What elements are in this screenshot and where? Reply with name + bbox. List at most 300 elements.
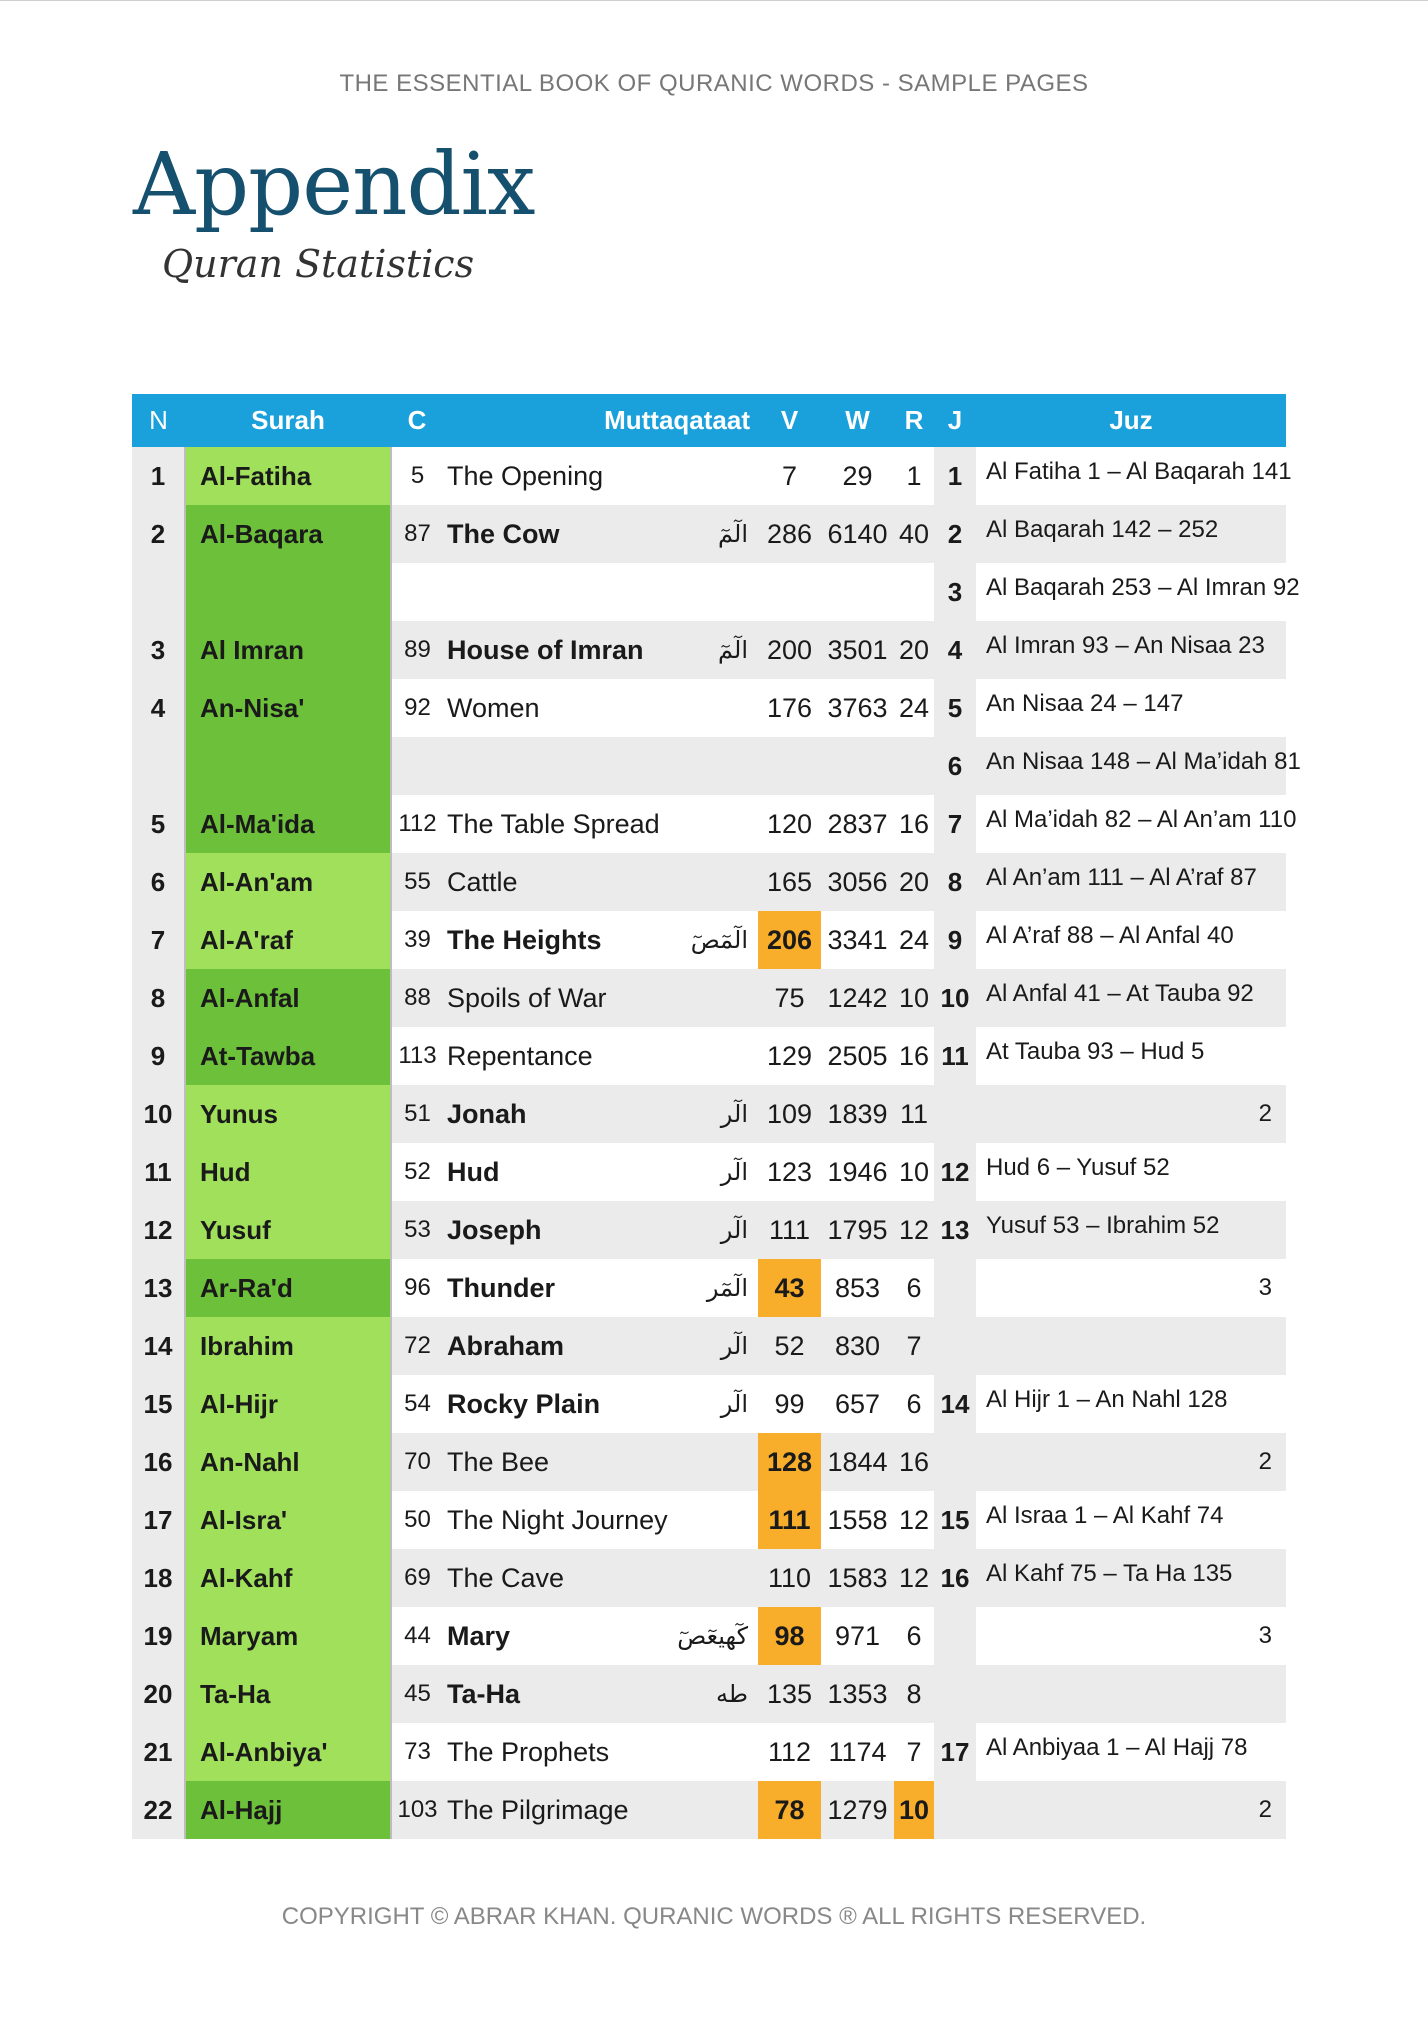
surah-number: 22: [132, 1781, 185, 1839]
page-subtitle: Quran Statistics: [162, 242, 475, 286]
surah-number: 17: [132, 1491, 185, 1549]
ruku-count: 7: [906, 1736, 922, 1767]
muttaqataat-letters: الٓر: [720, 1332, 748, 1360]
chronology-number: 44: [404, 1622, 431, 1649]
muttaqataat-letters: طه: [716, 1680, 748, 1708]
verse-count: 98: [758, 1607, 821, 1665]
ruku-count: 8: [906, 1678, 922, 1709]
verse-count: 200: [766, 634, 813, 665]
juz-number: [934, 1433, 976, 1491]
word-count: 830: [834, 1330, 881, 1361]
surah-name: At-Tawba: [185, 1027, 391, 1085]
juz-number: 7: [934, 795, 976, 853]
chronology-number: 51: [404, 1100, 431, 1127]
surah-english-name: House of Imran: [447, 634, 644, 665]
surah-name: Yunus: [185, 1085, 391, 1143]
juz-range: [976, 1143, 1286, 1201]
surah-english-name: Ta-Ha: [447, 1678, 521, 1709]
ruku-count: [894, 737, 934, 795]
surah-number: 4: [132, 679, 185, 737]
muttaqataat-letters: [638, 969, 758, 1027]
juz-number: 10: [934, 969, 976, 1027]
juz-range: [976, 853, 1286, 911]
verse-count: 176: [766, 692, 813, 723]
surah-english-name: The Night Journey: [447, 1504, 668, 1535]
verse-count: [758, 563, 821, 621]
surah-name: Yusuf: [185, 1201, 391, 1259]
juz-number: 1: [934, 447, 976, 505]
surah-english-name: The Cave: [447, 1562, 565, 1593]
chronology-number: 54: [404, 1390, 431, 1417]
chronology-number: 89: [404, 636, 431, 663]
juz-number: 15: [934, 1491, 976, 1549]
ruku-count: 16: [898, 1040, 930, 1071]
surah-name: Al-Anfal: [185, 969, 391, 1027]
juz-range-text: Al Baqarah 142 – 252: [986, 516, 1219, 543]
ruku-count: 20: [898, 634, 930, 665]
chronology-number: 103: [397, 1796, 438, 1823]
surah-english-name: Rocky Plain: [447, 1388, 601, 1419]
juz-range: [976, 447, 1292, 505]
table-row: [132, 911, 1286, 969]
surah-name: Al-Anbiya': [185, 1723, 391, 1781]
verse-count: 99: [774, 1388, 805, 1419]
ruku-count: 12: [898, 1562, 930, 1593]
word-count: 6140: [827, 518, 888, 549]
header-juz: Juz: [1109, 405, 1153, 435]
ruku-count: 40: [898, 518, 930, 549]
juz-range: [976, 1723, 1286, 1781]
muttaqataat-letters: الٓر: [720, 1100, 748, 1128]
muttaqataat-letters: [638, 1027, 758, 1085]
surah-english-name: Abraham: [447, 1330, 565, 1361]
chronology-number: 39: [404, 926, 431, 953]
surah-name: Al-Isra': [185, 1491, 391, 1549]
word-count: 3501: [827, 634, 888, 665]
ruku-count: 12: [898, 1504, 930, 1535]
header-c: C: [407, 405, 427, 435]
juz-number: 9: [934, 911, 976, 969]
table-row: [132, 621, 1286, 679]
surah-number: 13: [132, 1259, 185, 1317]
word-count: 1795: [827, 1214, 888, 1245]
verse-count: [758, 737, 821, 795]
surah-name: An-Nisa': [185, 679, 391, 737]
table-row: [132, 737, 1286, 795]
muttaqataat-letters: الٓمٓ: [718, 520, 748, 548]
juz-range-text: Hud 6 – Yusuf 52: [986, 1154, 1170, 1181]
chronology-number: 53: [404, 1216, 431, 1243]
surah-english-name: Joseph: [447, 1214, 542, 1245]
word-count: 853: [834, 1272, 881, 1303]
surah-name: Al-A'raf: [185, 911, 391, 969]
ruku-count: 16: [898, 808, 930, 839]
muttaqataat-letters: [638, 1549, 758, 1607]
juz-number: 8: [934, 853, 976, 911]
juz-number: 5: [934, 679, 976, 737]
muttaqataat-letters: [638, 1433, 758, 1491]
muttaqataat-letters: كٓهيعٓصٓ: [677, 1622, 748, 1650]
juz-range: [976, 1027, 1286, 1085]
verse-count: 165: [766, 866, 813, 897]
muttaqataat-letters: [638, 737, 758, 795]
surah-number: 11: [132, 1143, 185, 1201]
chronology-number: 73: [404, 1738, 431, 1765]
table-row: [132, 969, 1286, 1027]
juz-range: [976, 1433, 1286, 1491]
juz-range-text: An Nisaa 148 – Al Ma’idah 81: [986, 748, 1301, 775]
header-w: W: [845, 405, 870, 435]
surah-name: Ar-Ra'd: [185, 1259, 391, 1317]
juz-range: [976, 1549, 1286, 1607]
juz-range: [976, 621, 1286, 679]
juz-number: 11: [934, 1027, 976, 1085]
chronology-number: 87: [404, 520, 431, 547]
word-count: 1844: [827, 1446, 888, 1477]
juz-range-text: Al Ma’idah 82 – Al An’am 110: [986, 806, 1297, 833]
juz-range: [976, 563, 1300, 621]
word-count: [821, 563, 894, 621]
surah-name: Al-Hijr: [185, 1375, 391, 1433]
surah-english-name: The Bee: [447, 1446, 550, 1477]
ruku-count: 10: [898, 1156, 930, 1187]
ruku-count: 24: [898, 924, 930, 955]
muttaqataat-letters: [638, 853, 758, 911]
muttaqataat-letters: [638, 679, 758, 737]
juz-range: [976, 1781, 1286, 1839]
juz-number: 16: [934, 1549, 976, 1607]
juz-range-text: An Nisaa 24 – 147: [986, 690, 1184, 717]
word-count: 1242: [827, 982, 888, 1013]
surah-number: 21: [132, 1723, 185, 1781]
surah-name: Maryam: [185, 1607, 391, 1665]
juz-range-text: Al A’raf 88 – Al Anfal 40: [986, 922, 1234, 949]
header-v: V: [780, 405, 799, 435]
juz-number: 14: [934, 1375, 976, 1433]
ruku-count: 12: [898, 1214, 930, 1245]
juz-number: 12: [934, 1143, 976, 1201]
surah-english-name: Women: [447, 692, 540, 723]
juz-range-text: Yusuf 53 – Ibrahim 52: [986, 1212, 1220, 1239]
chronology-number: 92: [404, 694, 431, 721]
table-row: [132, 1665, 1286, 1723]
juz-range-text: Al Israa 1 – Al Kahf 74: [986, 1502, 1224, 1529]
verse-count: 123: [766, 1156, 813, 1187]
juz-number: 4: [934, 621, 976, 679]
surah-english-name: The Table Spread: [447, 808, 660, 839]
surah-number: 14: [132, 1317, 185, 1375]
copyright-footer: COPYRIGHT © ABRAR KHAN. QURANIC WORDS ® ALL RIGHTS RESERVED.: [281, 1903, 1147, 1930]
surah-english-name: [443, 563, 638, 621]
surah-number: 19: [132, 1607, 185, 1665]
juz-range: [976, 1375, 1286, 1433]
table-row: [132, 1781, 1286, 1839]
ruku-count: 7: [906, 1330, 922, 1361]
word-count: 1558: [827, 1504, 888, 1535]
table-row: [132, 1607, 1286, 1665]
table-row: [132, 1317, 1286, 1375]
header-surah: Surah: [251, 405, 325, 435]
verse-count: 111: [768, 1214, 811, 1245]
table-row: [132, 795, 1286, 853]
verse-count: 109: [766, 1098, 813, 1129]
juz-range-text: Al Hijr 1 – An Nahl 128: [986, 1386, 1228, 1413]
ruku-count: 1: [906, 460, 922, 491]
table-row: [132, 505, 1286, 563]
table-row: [132, 1433, 1286, 1491]
juz-range: [976, 1665, 1286, 1723]
surah-english-name: The Heights: [447, 924, 602, 955]
muttaqataat-letters: الٓر: [720, 1390, 748, 1418]
verse-count: 129: [766, 1040, 813, 1071]
verse-count: 206: [758, 911, 821, 969]
surah-english-name: Mary: [447, 1620, 511, 1651]
table-row: [132, 1723, 1286, 1781]
juz-range: [976, 1201, 1286, 1259]
muttaqataat-letters: [638, 1781, 758, 1839]
juz-span-count: 2: [1258, 1796, 1272, 1823]
surah-name: Ibrahim: [185, 1317, 391, 1375]
chronology-number: 113: [398, 1042, 437, 1069]
quran-statistics-table: [132, 394, 1301, 1839]
chronology-number: 55: [404, 868, 431, 895]
word-count: 3341: [827, 924, 888, 955]
chronology-number: 96: [404, 1274, 431, 1301]
word-count: [821, 737, 894, 795]
surah-number: 8: [132, 969, 185, 1027]
juz-range-text: Al Anbiyaa 1 – Al Hajj 78: [986, 1734, 1248, 1761]
table-body: [132, 447, 1301, 1839]
verse-count: 128: [758, 1433, 821, 1491]
word-count: 3056: [827, 866, 888, 897]
juz-range-text: At Tauba 93 – Hud 5: [986, 1038, 1205, 1065]
verse-count: 111: [758, 1491, 821, 1549]
surah-english-name: The Opening: [447, 460, 604, 491]
ruku-count: 11: [899, 1098, 929, 1129]
verse-count: 286: [766, 518, 813, 549]
ruku-count: 6: [906, 1620, 922, 1651]
juz-number: 3: [934, 563, 976, 621]
verse-count: 78: [758, 1781, 821, 1839]
word-count: 2505: [827, 1040, 888, 1071]
surah-name: An-Nahl: [185, 1433, 391, 1491]
juz-number: [934, 1665, 976, 1723]
table-row: [132, 1549, 1286, 1607]
muttaqataat-letters: الٓمٓر: [706, 1274, 748, 1302]
word-count: 1174: [828, 1736, 887, 1767]
surah-english-name: The Cow: [447, 518, 560, 549]
muttaqataat-letters: الٓر: [720, 1216, 748, 1244]
ruku-count: 6: [906, 1388, 922, 1419]
surah-english-name: Spoils of War: [447, 982, 607, 1013]
ruku-count: 10: [898, 982, 930, 1013]
surah-number: 9: [132, 1027, 185, 1085]
juz-range-text: Al Anfal 41 – At Tauba 92: [986, 980, 1254, 1007]
surah-name: Al-Fatiha: [185, 447, 391, 505]
table-row: [132, 1027, 1286, 1085]
word-count: 1279: [827, 1794, 888, 1825]
surah-english-name: Hud: [447, 1156, 500, 1187]
ruku-count: 6: [906, 1272, 922, 1303]
surah-number: 12: [132, 1201, 185, 1259]
juz-range: [976, 737, 1301, 795]
surah-name: Ta-Ha: [185, 1665, 391, 1723]
word-count: 1946: [827, 1156, 888, 1187]
header-muttaqataat: Muttaqataat: [604, 405, 750, 435]
page-title: Appendix: [133, 135, 535, 235]
muttaqataat-letters: الٓمٓ: [718, 636, 748, 664]
juz-number: 13: [934, 1201, 976, 1259]
word-count: 657: [834, 1388, 881, 1419]
verse-count: 43: [758, 1259, 821, 1317]
juz-range-text: Al Baqarah 253 – Al Imran 92: [986, 574, 1300, 601]
muttaqataat-letters: [638, 1723, 758, 1781]
juz-range: [976, 505, 1286, 563]
header-r: R: [904, 405, 924, 435]
muttaqataat-letters: الٓر: [720, 1158, 748, 1186]
juz-range-text: Al Imran 93 – An Nisaa 23: [986, 632, 1265, 659]
surah-name: [185, 737, 391, 795]
surah-name: Al-Ma'ida: [185, 795, 391, 853]
surah-number: 15: [132, 1375, 185, 1433]
table-row: [132, 1201, 1286, 1259]
juz-number: [934, 1607, 976, 1665]
chronology-number: 52: [404, 1158, 431, 1185]
chronology-number: 69: [404, 1564, 431, 1591]
chronology-number: 88: [404, 984, 431, 1011]
word-count: 29: [842, 460, 873, 491]
surah-english-name: Repentance: [447, 1040, 593, 1071]
surah-number: 18: [132, 1549, 185, 1607]
chronology-number: 72: [404, 1332, 431, 1359]
table-row: [132, 1375, 1286, 1433]
ruku-count: [894, 563, 934, 621]
juz-range: [976, 795, 1297, 853]
table-row: [132, 853, 1286, 911]
juz-range: [976, 911, 1286, 969]
surah-number: 2: [132, 505, 185, 563]
juz-range: [976, 1607, 1286, 1665]
chronology-number: 112: [398, 810, 437, 837]
word-count: 2837: [827, 808, 888, 839]
running-head: THE ESSENTIAL BOOK OF QURANIC WORDS - SAMPLE PAGES: [339, 70, 1089, 97]
table-row: [132, 1143, 1286, 1201]
surah-number: 6: [132, 853, 185, 911]
juz-range: [976, 1259, 1286, 1317]
juz-span-count: 2: [1258, 1100, 1272, 1127]
muttaqataat-letters: [638, 447, 758, 505]
word-count: 1839: [827, 1098, 888, 1129]
verse-count: 135: [766, 1678, 813, 1709]
juz-range-text: Al Fatiha 1 – Al Baqarah 141: [986, 458, 1292, 485]
juz-number: 17: [934, 1723, 976, 1781]
chronology-number: 50: [404, 1506, 431, 1533]
surah-number: 20: [132, 1665, 185, 1723]
surah-english-name: The Prophets: [447, 1736, 610, 1767]
ruku-count: 10: [894, 1781, 934, 1839]
surah-name: Al-Hajj: [185, 1781, 391, 1839]
surah-name: [185, 563, 391, 621]
verse-count: 110: [767, 1562, 812, 1593]
surah-number: 3: [132, 621, 185, 679]
word-count: 971: [834, 1620, 881, 1651]
juz-number: [934, 1781, 976, 1839]
surah-name: Al Imran: [185, 621, 391, 679]
verse-count: 120: [766, 808, 813, 839]
surah-number: 16: [132, 1433, 185, 1491]
verse-count: 75: [774, 982, 805, 1013]
verse-count: 7: [781, 460, 798, 491]
juz-number: [934, 1259, 976, 1317]
table-row: [132, 563, 1286, 621]
chronology-number: [391, 563, 443, 621]
surah-number: [132, 563, 185, 621]
surah-english-name: The Pilgrimage: [447, 1794, 629, 1825]
surah-english-name: Cattle: [447, 866, 518, 897]
surah-name: Hud: [185, 1143, 391, 1201]
surah-english-name: Thunder: [447, 1272, 555, 1303]
surah-number: 5: [132, 795, 185, 853]
juz-range: [976, 969, 1286, 1027]
table-row: [132, 679, 1286, 737]
muttaqataat-letters: [638, 563, 758, 621]
juz-span-count: 3: [1258, 1622, 1272, 1649]
table-header-row: [132, 394, 1286, 447]
ruku-count: 24: [898, 692, 930, 723]
header-n: N: [149, 405, 168, 435]
surah-english-name: Jonah: [447, 1098, 527, 1129]
ruku-count: 20: [898, 866, 930, 897]
chronology-number: 5: [410, 462, 425, 489]
juz-range: [976, 679, 1286, 737]
word-count: 1583: [827, 1562, 888, 1593]
surah-name: Al-Baqara: [185, 505, 391, 563]
surah-number: 10: [132, 1085, 185, 1143]
verse-count: 112: [767, 1736, 812, 1767]
juz-span-count: 2: [1258, 1448, 1272, 1475]
verse-count: 52: [774, 1330, 805, 1361]
surah-number: 1: [132, 447, 185, 505]
header-j: J: [947, 405, 963, 435]
chronology-number: 70: [404, 1448, 431, 1475]
juz-number: 6: [934, 737, 976, 795]
surah-name: Al-An'am: [185, 853, 391, 911]
ruku-count: 16: [898, 1446, 930, 1477]
surah-english-name: [443, 737, 638, 795]
word-count: 1353: [827, 1678, 888, 1709]
juz-range: [976, 1491, 1286, 1549]
juz-number: 2: [934, 505, 976, 563]
chronology-number: 45: [404, 1680, 431, 1707]
table-row: [132, 1085, 1286, 1143]
surah-name: Al-Kahf: [185, 1549, 391, 1607]
table-row: [132, 1491, 1286, 1549]
table-row: [132, 1259, 1286, 1317]
juz-range-text: Al Kahf 75 – Ta Ha 135: [986, 1560, 1233, 1587]
juz-range: [976, 1085, 1286, 1143]
table-row: [132, 447, 1286, 505]
juz-number: [934, 1085, 976, 1143]
juz-range-text: Al An’am 111 – Al A’raf 87: [986, 864, 1257, 891]
juz-span-count: 3: [1258, 1274, 1272, 1301]
chronology-number: [391, 737, 443, 795]
top-rule: [0, 0, 1428, 1]
word-count: 3763: [827, 692, 888, 723]
surah-number: [132, 737, 185, 795]
muttaqataat-letters: الٓمٓصٓ: [690, 926, 748, 954]
surah-number: 7: [132, 911, 185, 969]
juz-number: [934, 1317, 976, 1375]
